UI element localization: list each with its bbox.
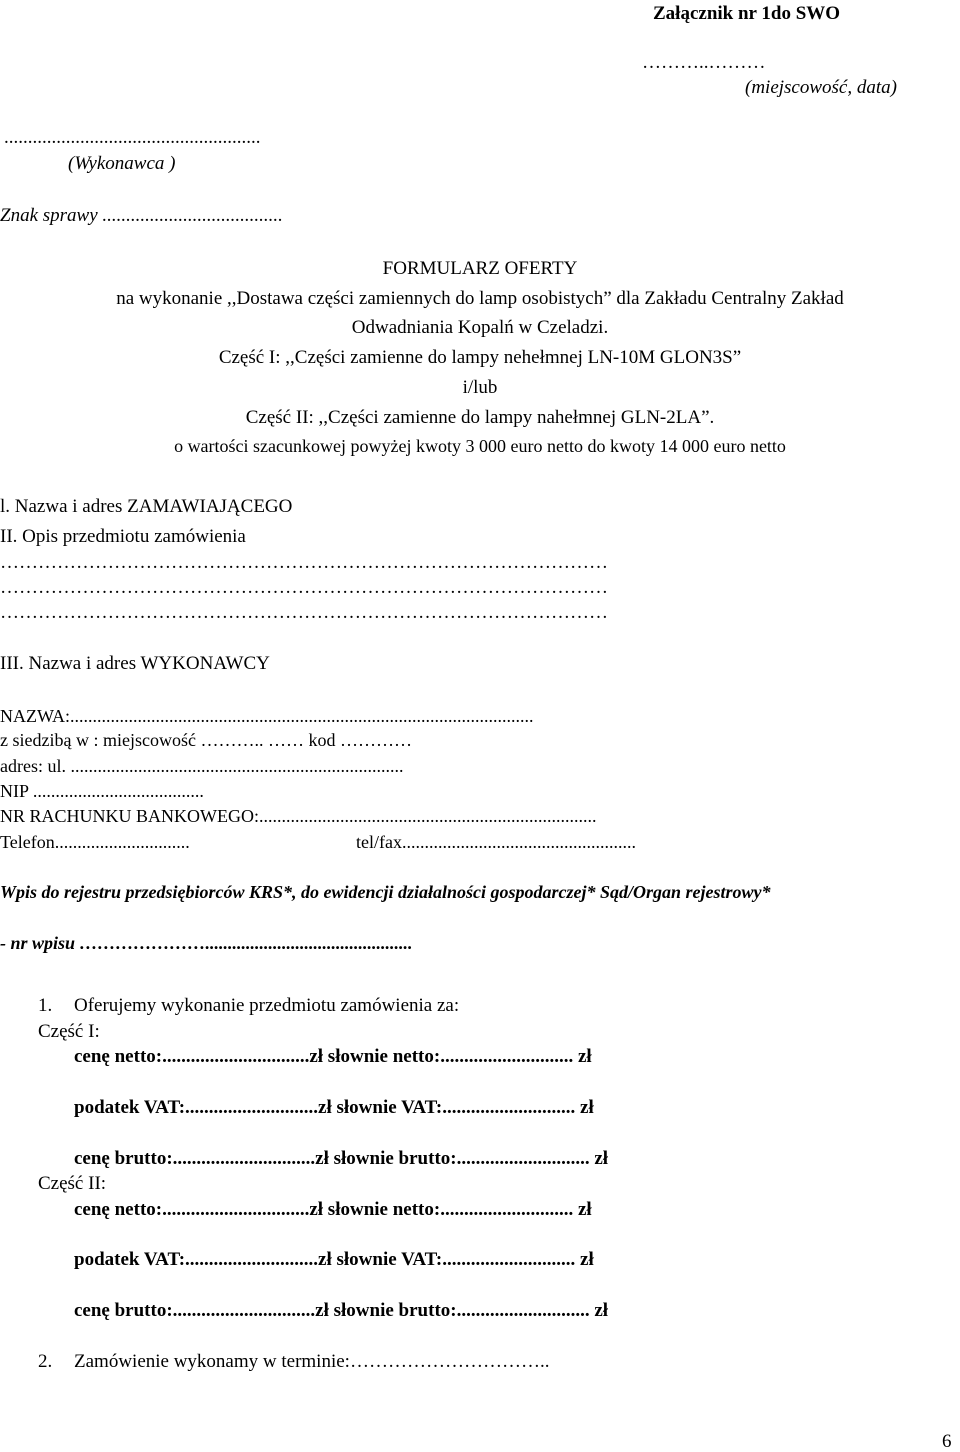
offer-item-1-number: 1. xyxy=(38,995,53,1016)
offer-part-2-label: Część II: xyxy=(38,1173,107,1194)
contractor-nip: NIP ...................................... xyxy=(0,781,204,801)
case-reference: Znak sprawy ...................................... xyxy=(0,205,283,226)
part-1-vat: podatek VAT:............................zł słownie VAT:............................ zł xyxy=(74,1097,594,1118)
offer-item-2-number: 2. xyxy=(38,1351,53,1372)
page-number: 6 xyxy=(942,1431,952,1452)
contractor-seat: z siedzibą w : miejscowość ……….. …… kod ………… xyxy=(0,730,412,750)
part-1-gross-price: cenę brutto:..............................zł słownie brutto:............................ zł xyxy=(74,1148,609,1169)
place-date-label: (miejscowość, data) xyxy=(745,77,897,98)
contractor-dots: ...................................................... xyxy=(4,127,261,148)
section-3-heading: III. Nazwa i adres WYKONAWCY xyxy=(0,653,270,674)
description-dots-2: …………………………………………………………………………………… xyxy=(0,577,608,598)
contractor-name: NAZWA:....................................................................................................... xyxy=(0,706,534,726)
contractor-address: adres: ul. .......................................................................... xyxy=(0,756,404,776)
delivery-deadline: Zamówienie wykonamy w terminie:………………………….. xyxy=(74,1351,550,1372)
offer-part-1-label: Część I: xyxy=(38,1021,100,1042)
place-date-dots: ………..……… xyxy=(642,52,766,73)
part-2-net-price: cenę netto:...............................zł słownie netto:............................ zł xyxy=(74,1199,592,1220)
title-line-2: Odwadniania Kopalń w Czeladzi. xyxy=(351,317,609,338)
description-dots-1: …………………………………………………………………………………… xyxy=(0,552,608,573)
title-part-1: Część I: ,,Części zamienne do lampy nehełmnej LN-10M GLON3S” xyxy=(218,347,742,368)
title-value: o wartości szacunkowej powyżej kwoty 3 000 euro netto do kwoty 14 000 euro netto xyxy=(174,436,786,456)
contractor-bank-account: NR RACHUNKU BANKOWEGO:........................................................................... xyxy=(0,806,597,826)
offer-intro: Oferujemy wykonanie przedmiotu zamówienia za: xyxy=(74,995,460,1016)
contractor-phone: Telefon.............................. xyxy=(0,832,190,852)
registry-entry: Wpis do rejestru przedsiębiorców KRS*, do ewidencji działalności gospodarczej* Sąd/Organ rejestrowy* xyxy=(0,882,771,902)
contractor-label: (Wykonawca ) xyxy=(68,153,176,174)
section-2-heading: II. Opis przedmiotu zamówienia xyxy=(0,526,246,547)
part-1-net-price: cenę netto:...............................zł słownie netto:............................ zł xyxy=(74,1046,592,1067)
title-line-1: na wykonanie ,,Dostawa części zamiennych do lamp osobistych” dla Zakładu Centralny Zakład xyxy=(116,288,844,309)
form-heading: FORMULARZ OFERTY xyxy=(382,258,578,279)
registry-number: - nr wpisu ………………….............................................. xyxy=(0,933,413,953)
section-1-heading: l. Nazwa i adres ZAMAWIAJĄCEGO xyxy=(0,496,293,517)
description-dots-3: …………………………………………………………………………………… xyxy=(0,602,608,623)
part-2-gross-price: cenę brutto:..............................zł słownie brutto:............................ zł xyxy=(74,1300,609,1321)
contractor-fax: tel/fax.................................................... xyxy=(356,832,636,852)
title-or: i/lub xyxy=(462,377,498,398)
part-2-vat: podatek VAT:............................zł słownie VAT:............................ zł xyxy=(74,1249,594,1270)
attachment-label: Załącznik nr 1do SWO xyxy=(653,3,841,24)
title-part-2: Część II: ,,Części zamienne do lampy nahełmnej GLN-2LA”. xyxy=(245,407,715,428)
